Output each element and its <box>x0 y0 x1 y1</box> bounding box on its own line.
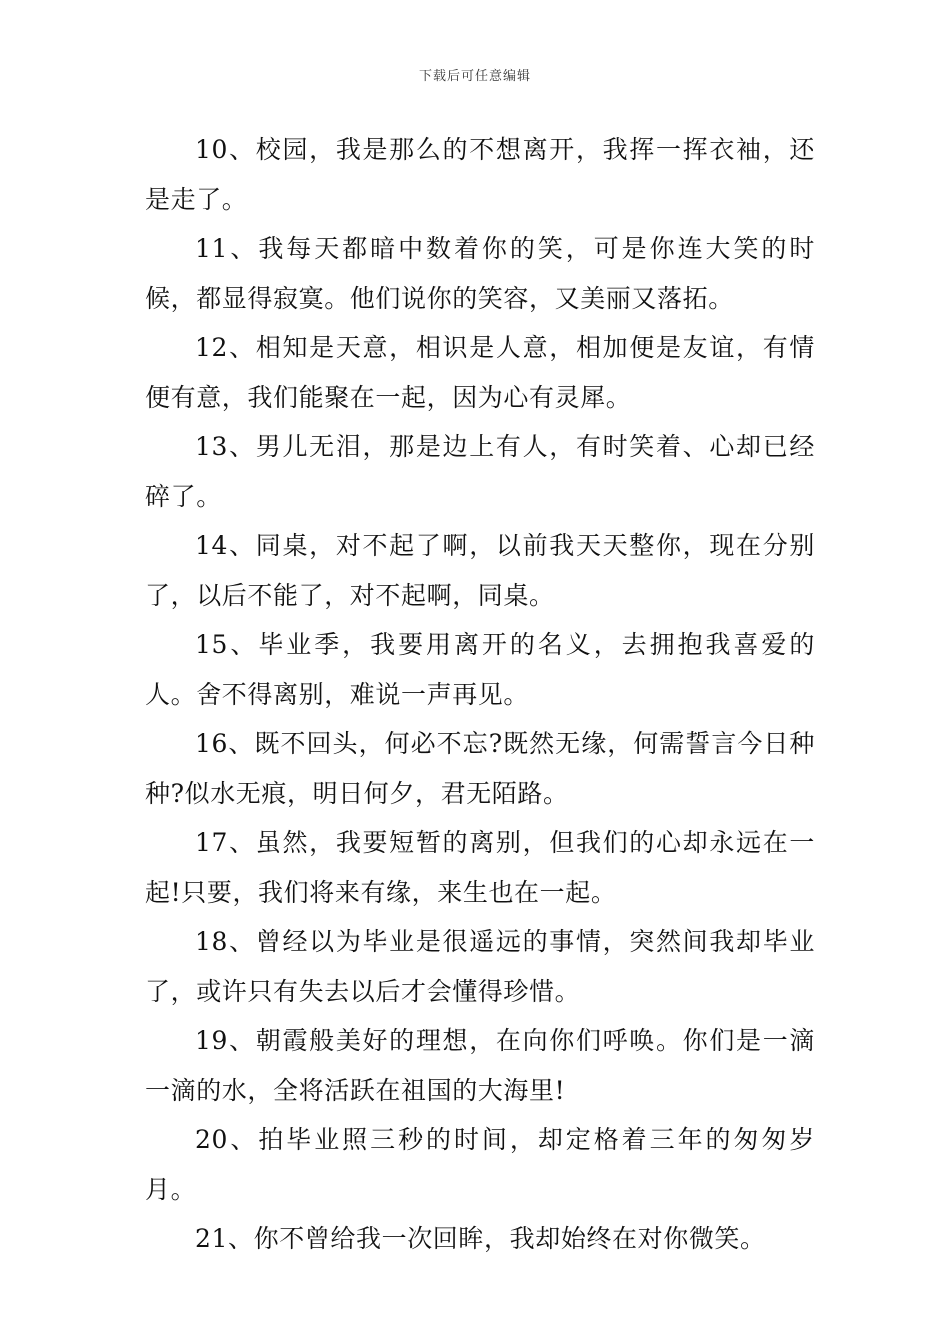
paragraph-12: 12、相知是天意，相识是人意，相加便是友谊，有情便有意，我们能聚在一起，因为心有灵犀。 <box>145 333 815 412</box>
paragraph-19: 19、朝霞般美好的理想，在向你们呼唤。你们是一滴一滴的水，全将活跃在祖国的大海里! <box>145 1026 815 1105</box>
paragraph-15: 15、毕业季，我要用离开的名义，去拥抱我喜爱的人。舍不得离别，难说一声再见。 <box>145 630 815 709</box>
paragraph-20: 20、拍毕业照三秒的时间，却定格着三年的匆匆岁月。 <box>145 1125 815 1204</box>
page-header-note: 下载后可任意编辑 <box>418 69 531 84</box>
paragraph-17: 17、虽然，我要短暂的离别，但我们的心却永远在一起!只要，我们将来有缘，来生也在一起。 <box>145 828 815 907</box>
paragraph-21: 21、你不曾给我一次回眸，我却始终在对你微笑。 <box>195 1224 766 1253</box>
paragraph-10: 10、校园，我是那么的不想离开，我挥一挥衣袖，还是走了。 <box>145 135 815 214</box>
paragraph-16: 16、既不回头，何必不忘?既然无缘，何需誓言今日种种?似水无痕，明日何夕，君无陌路。 <box>145 729 815 808</box>
paragraph-18: 18、曾经以为毕业是很遥远的事情，突然间我却毕业了，或许只有失去以后才会懂得珍惜。 <box>145 927 815 1006</box>
paragraph-14: 14、同桌，对不起了啊，以前我天天整你，现在分别了，以后不能了，对不起啊，同桌。 <box>145 531 815 610</box>
paragraph-13: 13、男儿无泪，那是边上有人，有时笑着、心却已经碎了。 <box>145 432 815 511</box>
document-body <box>145 125 815 1264</box>
paragraph-11: 11、我每天都暗中数着你的笑，可是你连大笑的时候，都显得寂寞。他们说你的笑容，又美丽又落拓。 <box>145 234 815 313</box>
